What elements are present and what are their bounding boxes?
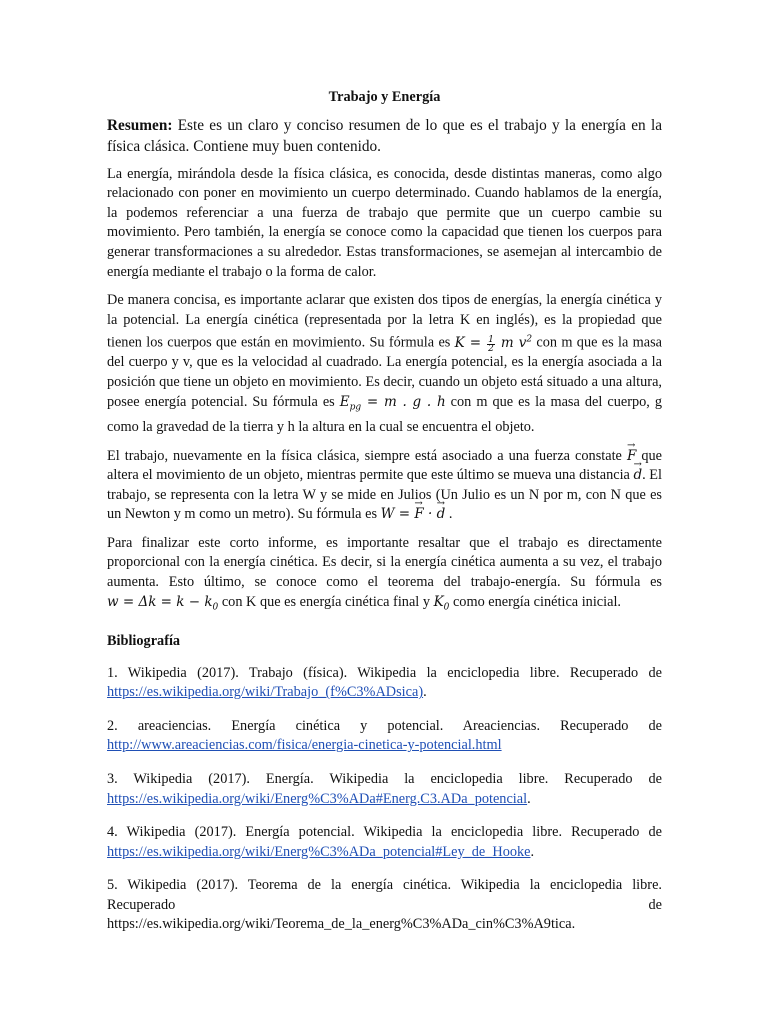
reference-2-link[interactable]: http://www.areaciencias.com/fisica/energia-cinetica-y-potencial.html	[107, 737, 502, 754]
document-body	[107, 88, 662, 949]
reference-3-link[interactable]: https://es.wikipedia.org/wiki/Energ%C3%ADa#Energ.C3.ADa_potencial	[107, 790, 528, 807]
paragraph-1: La energía, mirándola desde la física clásica, es conocida, desde distintas maneras, como algo relacionado con poner en movimiento un cuerpo determinado. Cuando hablamos de la energía, la podemos referenciar a una fuerza de trabajo que permite que un cuerpo cambie su movimiento. Pero también, la energía se conoce como la capacidad que tienen los cuerpos para generar transformaciones a su alrededor. Estas transformaciones, se asemejan al intercambio de energía mediante el trabajo o la forma de calor.	[107, 165, 662, 280]
summary-text: Este es un claro y conciso resumen de lo que es el trabajo y la energía en la física clásica. Contiene muy buen contenido.	[107, 116, 662, 155]
paragraph-2: De manera concisa, es importante aclarar que existen dos tipos de energías, la energía cinética y la potencial. La energía cinética (representada por la letra K en inglés), es la propiedad que tienen los cuerpos que están en movimiento. Su fórmula es K = $\frac{1}{2}$ m $v^2$ con m que es la masa del cuerpo y v, que es la velocidad al cuadrado. La energía potencial, es la energía asociada a la posición que tiene un objeto en movimiento. Es decir, cuando un objeto está situado a una altura, posee energía potencial. Su fórmula es $E_{pg} = m$ . g . h con m que es la masa del cuerpo, g como la gravedad de la tierra y h la altura en la cual se encuentra el objeto.	[107, 292, 662, 435]
initial-kinetic-symbol: $K_0$	[433, 593, 450, 613]
reference-2: 2. areaciencias. Energía cinética y potencial. Areaciencias. Recuperado de http://www.areaciencias.com/fisica/energia-cinetica-y-potencial.html	[107, 717, 662, 754]
reference-1-link[interactable]: https://es.wikipedia.org/wiki/Trabajo_(f%C3%ADsica)	[107, 684, 424, 701]
potential-energy-formula: $E_{pg} = m$ . g . h	[339, 393, 446, 413]
bibliography-heading: Bibliografía	[107, 632, 181, 649]
summary-label: Resumen:	[107, 116, 173, 134]
distance-vector: → d	[633, 466, 642, 486]
reference-4: 4. Wikipedia (2017). Energía potencial. Wikipedia la enciclopedia libre. Recuperado de https://es.wikipedia.org/wiki/Energ%C3%ADa_potencial#Ley_de_Hooke.	[107, 824, 662, 860]
reference-3: 3. Wikipedia (2017). Energía. Wikipedia la enciclopedia libre. Recuperado de https://es.wikipedia.org/wiki/Energ%C3%ADa#Energ.C3.ADa_potencial.	[107, 770, 662, 807]
document-title: Trabajo y Energía	[328, 89, 441, 105]
summary-paragraph	[107, 115, 662, 157]
kinetic-energy-formula: K = $\frac{1}{2}$ m $v^2$	[454, 334, 533, 354]
reference-5: 5. Wikipedia (2017). Teorema de la energía cinética. Wikipedia la enciclopedia libre. Recuperado de https://es.wikipedia.org/wiki/Teorema_de_la_energ%C3%ADa_cin%C3%A9tica.	[107, 877, 662, 933]
reference-4-link[interactable]: https://es.wikipedia.org/wiki/Energ%C3%ADa_potencial#Ley_de_Hooke	[107, 843, 531, 860]
work-energy-formula: $w = \Delta k = k - k_0$	[107, 593, 219, 613]
paragraph-3: El trabajo, nuevamente en la física clásica, siempre está asociado a una fuerza constate → F que altera el movimiento de un objeto, mientras permite que este último se mueva una distancia → d. El trabajo, se representa con la letra W y se mide en Julios (Un Julio es un N por m, con N que es un Newton y m como un metro). Su fórmula es W = → F · → d .	[107, 447, 662, 525]
paragraph-4: Para finalizar este corto informe, es importante resaltar que el trabajo es directamente proporcional con la energía cinética. Es decir, si la energía cinética aumenta a su vez, el trabajo aumenta. Esto último, se conoce como el teorema del trabajo-energía. Su fórmula es $w = \Delta k = k - k_0$ con K que es energía cinética final y $K_0$ como energía cinética inicial.	[107, 534, 662, 613]
work-formula: W = → F · → d	[381, 506, 446, 522]
force-vector: → F	[627, 447, 636, 467]
reference-1: 1. Wikipedia (2017). Trabajo (física). Wikipedia la enciclopedia libre. Recuperado de https://es.wikipedia.org/wiki/Trabajo_(f%C3%ADsica).	[107, 664, 662, 701]
